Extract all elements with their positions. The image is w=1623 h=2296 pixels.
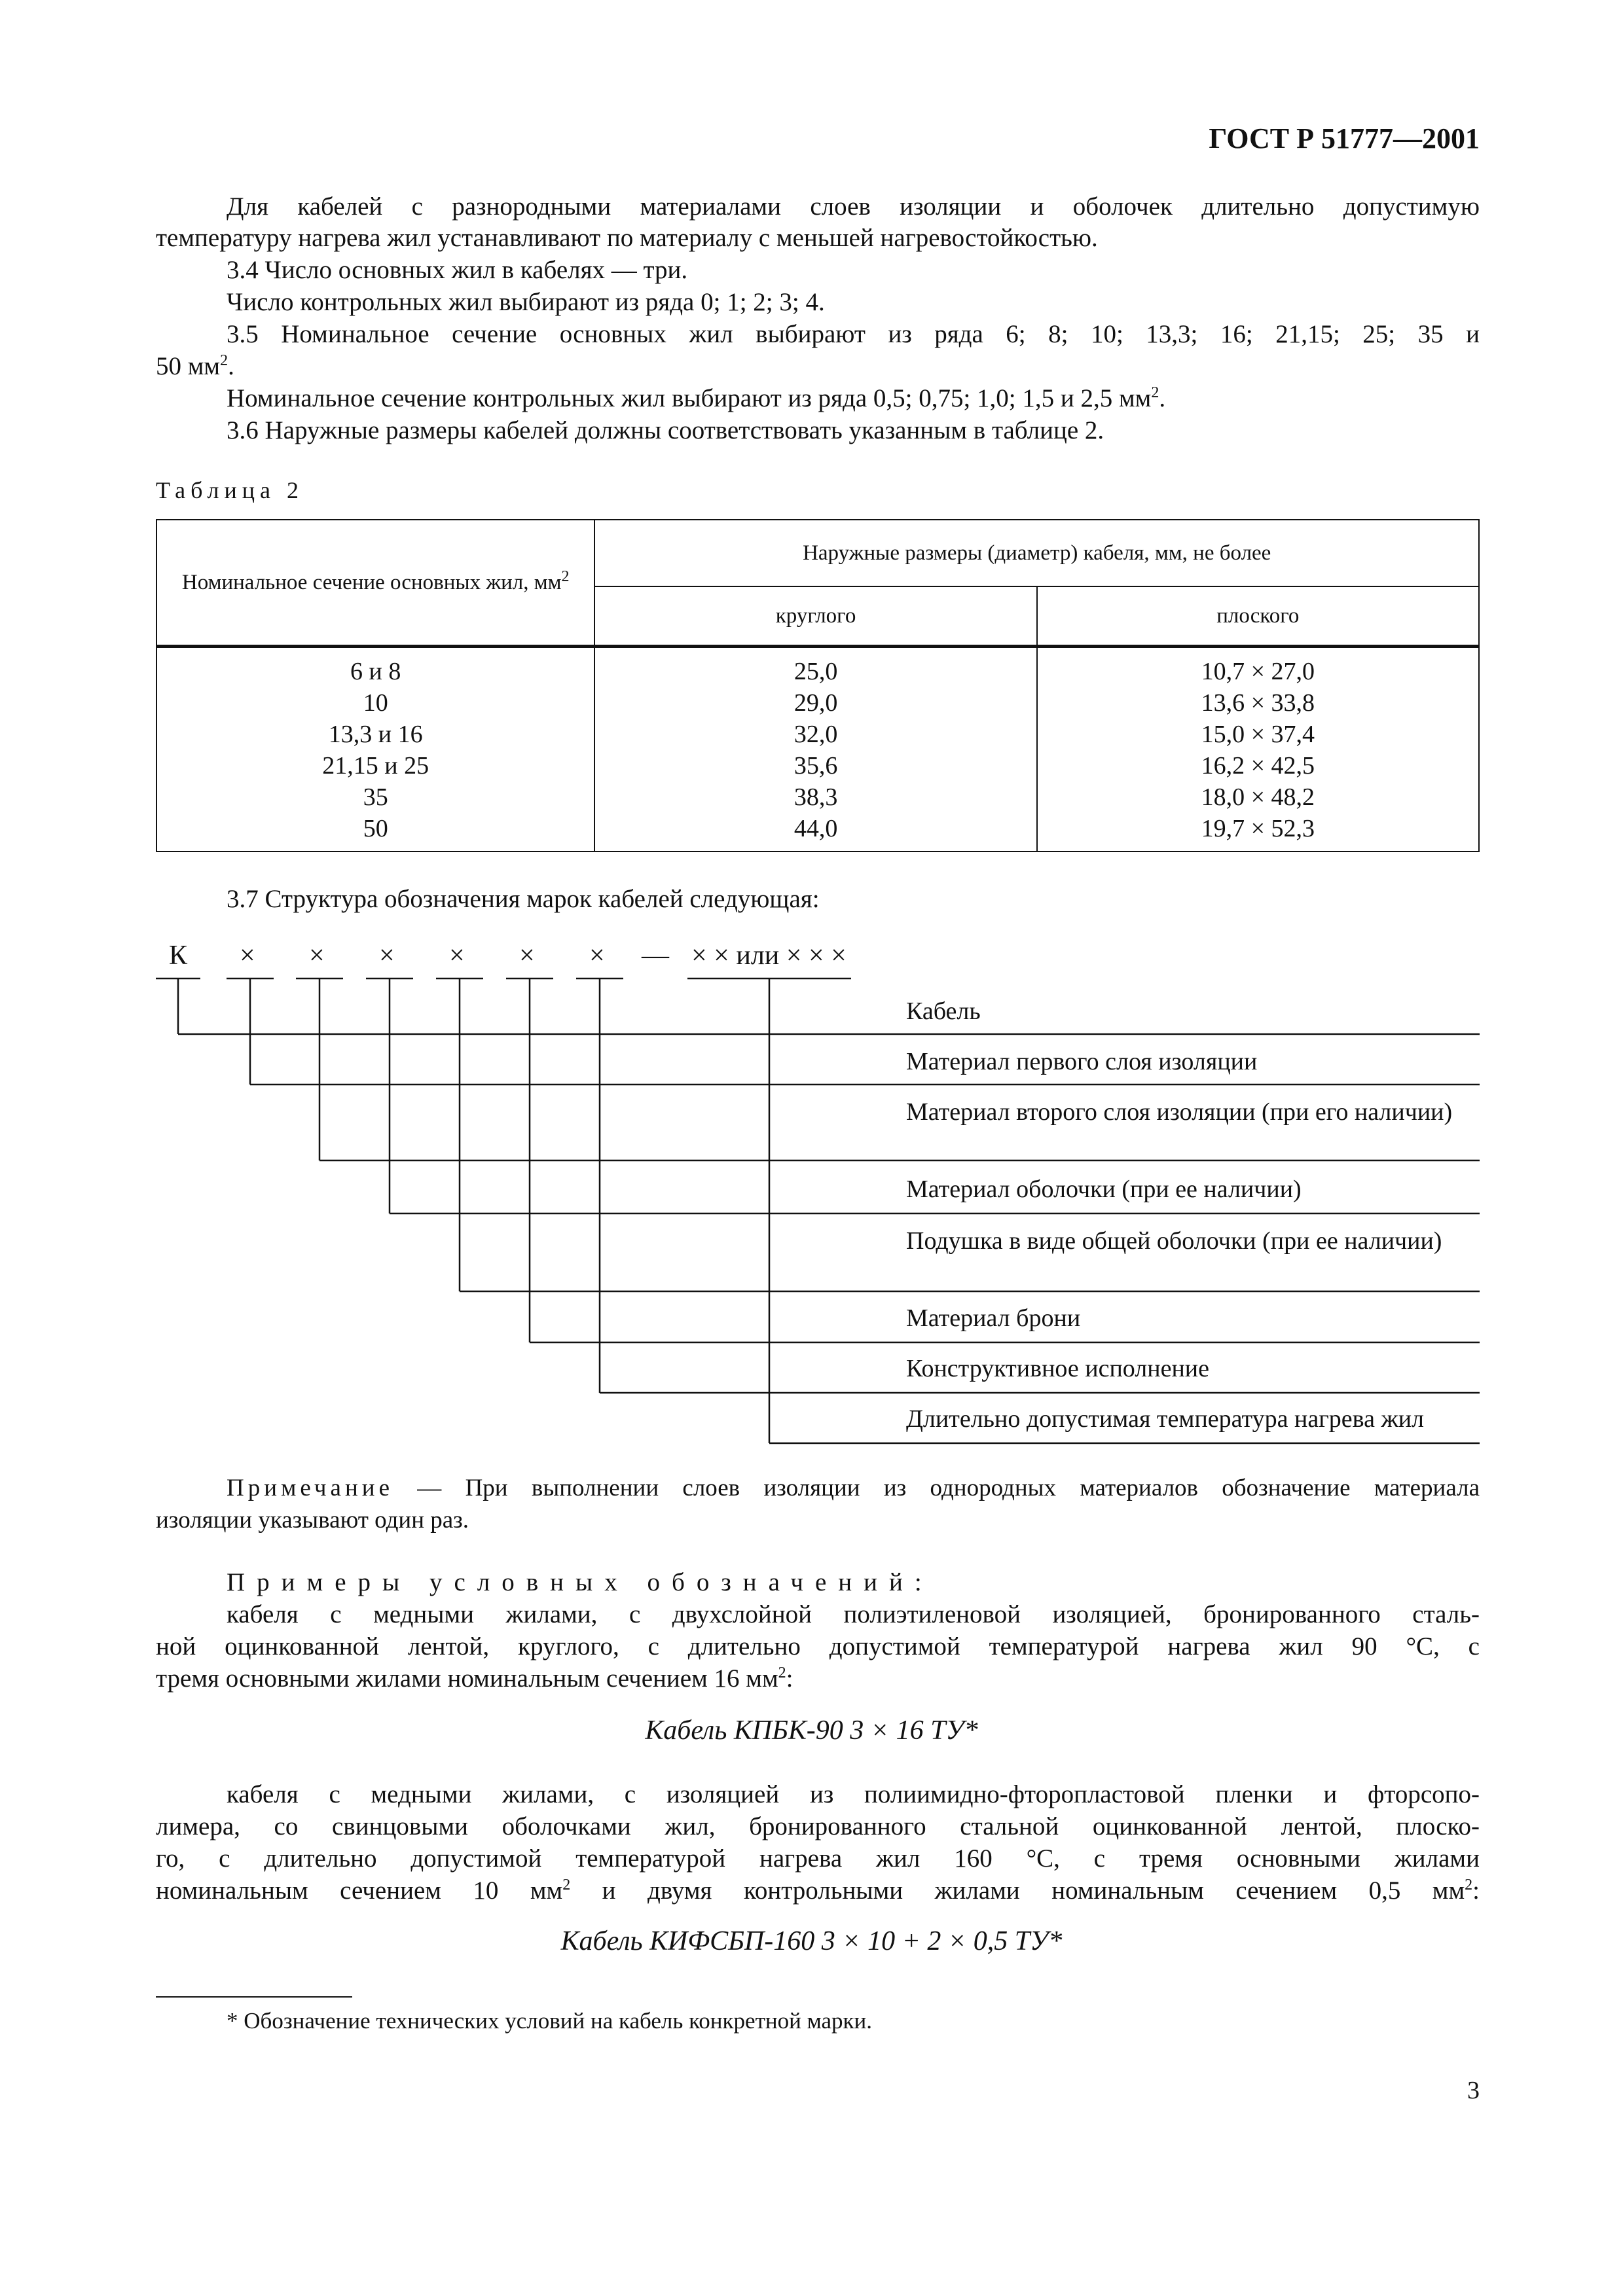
scheme-symbol: × <box>379 941 395 971</box>
table-cell: 10,7 × 27,0 <box>1201 658 1315 685</box>
scheme-temperature-symbols: × × или × × × <box>691 941 847 971</box>
clause-3-7: 3.7 Структура обозначения марок кабелей следующая: <box>227 885 820 913</box>
table-cell: 15,0 × 37,4 <box>1201 721 1315 748</box>
header-section: Номинальное сечение основных жил, $мм^2$ <box>156 520 594 647</box>
clause-3-5-line2: 50 $мм^2$. <box>156 352 234 380</box>
table-2 <box>156 519 1480 852</box>
paragraph-mixed-materials-line2: температуру нагрева жил устанавливают по материалу с меньшей нагревостойкостью. <box>156 224 1098 252</box>
clause-3-6: 3.6 Наружные размеры кабелей должны соответствовать указанным в таблице 2. <box>227 416 1104 444</box>
example1-line1: кабеля с медными жилами, с двухслойной полиэтиленовой изоляцией, бронированного сталь- <box>227 1600 1480 1628</box>
example2-designation: Кабель КИФСБП-160 3 × 10 + 2 × 0,5 ТУ* <box>560 1926 1063 1956</box>
table-cell: 29,0 <box>793 689 838 717</box>
scheme-label-armour: Материал брони <box>906 1304 1081 1332</box>
table-cell: 50 <box>363 815 388 842</box>
column-round <box>594 647 1036 852</box>
table-cell: 13,3 и 16 <box>328 721 423 748</box>
scheme-symbol: × <box>309 941 325 971</box>
table-cell: 38,3 <box>793 783 838 811</box>
example1-line3: тремя основными жилами номинальным сечением 16 $мм^2$: <box>156 1664 793 1693</box>
table-cell: 19,7 × 52,3 <box>1201 815 1315 842</box>
table-caption: Таблица 2 <box>156 477 304 503</box>
table-cell: 16,2 × 42,5 <box>1201 752 1315 780</box>
footnote: * Обозначение технических условий на кабель конкретной марки. <box>227 2008 873 2034</box>
example2-line3: го, с длительно допустимой температурой нагрева жил 160 °С, с тремя основными жилами <box>156 1844 1480 1873</box>
table-cell: 18,0 × 48,2 <box>1201 783 1315 811</box>
example2-line1: кабеля с медными жилами, с изоляцией из полиимидно-фторопластовой пленки и фторсопо- <box>227 1780 1480 1808</box>
note-line1: Примечание — При выполнении слоев изоляции из однородных материалов обозначение материала <box>227 1475 1480 1501</box>
table-cell: 35,6 <box>793 752 838 780</box>
clause-3-5-control-section: Номинальное сечение контрольных жил выбирают из ряда 0,5; 0,75; 1,0; 1,5 и 2,5 $мм^2$. <box>227 384 1166 412</box>
clause-3-5-line1: 3.5 Номинальное сечение основных жил выбирают из ряда 6; 8; 10; 13,3; 16; 21,15; 25; 35 и <box>227 320 1480 348</box>
column-flat <box>1037 647 1479 852</box>
scheme-symbol: × <box>449 941 465 971</box>
scheme-label-temperature: Длительно допустимая температура нагрева жил <box>906 1405 1425 1433</box>
example1-designation: Кабель КПБК-90 3 × 16 ТУ* <box>645 1715 978 1746</box>
example2-line4: номинальным сечением 10 $мм^2$ и двумя контрольными жилами номинальным сечением 0,5 $мм^2$: <box>156 1876 1480 1905</box>
clause-3-4: 3.4 Число основных жил в кабелях — три. <box>227 256 688 284</box>
examples-heading: Примеры условных обозначений: <box>227 1568 934 1596</box>
footnote-separator <box>156 1996 352 1998</box>
scheme-label-bedding: Подушка в виде общей оболочки (при ее наличии) <box>906 1227 1442 1255</box>
header-outer-dimensions: Наружные размеры (диаметр) кабеля, мм, не более <box>594 520 1479 586</box>
table-cell: 13,6 × 33,8 <box>1201 689 1315 717</box>
scheme-symbol: × <box>519 941 535 971</box>
paragraph-mixed-materials-line1: Для кабелей с разнородными материалами слоев изоляции и оболочек длительно допустимую <box>227 192 1480 221</box>
scheme-label-first-insulation: Материал первого слоя изоляции <box>906 1048 1258 1075</box>
scheme-dash: — <box>642 941 669 971</box>
table-cell: 25,0 <box>793 658 838 685</box>
example1-line2: ной оцинкованной лентой, круглого, с длительно допустимой температурой нагрева жил 90 °С, с <box>156 1632 1480 1660</box>
header-flat: плоского <box>1037 586 1479 647</box>
table-cell: 32,0 <box>793 721 838 748</box>
page-number: 3 <box>1467 2077 1480 2104</box>
table-cell: 10 <box>363 689 388 717</box>
scheme-label-second-insulation: Материал второго слоя изоляции (при его наличии) <box>906 1098 1453 1126</box>
note-line2: изоляции указывают один раз. <box>156 1507 469 1534</box>
scheme-symbol: × <box>589 941 605 971</box>
scheme-symbol: × <box>240 941 255 971</box>
clause-3-4-control-cores: Число контрольных жил выбирают из ряда 0; 1; 2; 3; 4. <box>227 288 825 316</box>
table-cell: 6 и 8 <box>350 658 401 685</box>
scheme-label-design: Конструктивное исполнение <box>906 1355 1209 1382</box>
header-round: круглого <box>594 586 1036 647</box>
table-cell: 44,0 <box>793 815 838 842</box>
document-header: ГОСТ Р 51777—2001 <box>1209 122 1480 154</box>
scheme-label-sheath: Материал оболочки (при ее наличии) <box>906 1175 1302 1203</box>
table-cell: 21,15 и 25 <box>322 752 429 780</box>
scheme-symbol-k: К <box>169 941 188 971</box>
table-cell: 35 <box>363 783 388 811</box>
example2-line2: лимера, со свинцовыми оболочками жил, бронированного стальной оцинкованной лентой, плоско- <box>156 1812 1480 1840</box>
column-section <box>156 647 594 852</box>
scheme-label-cable: Кабель <box>906 997 981 1025</box>
